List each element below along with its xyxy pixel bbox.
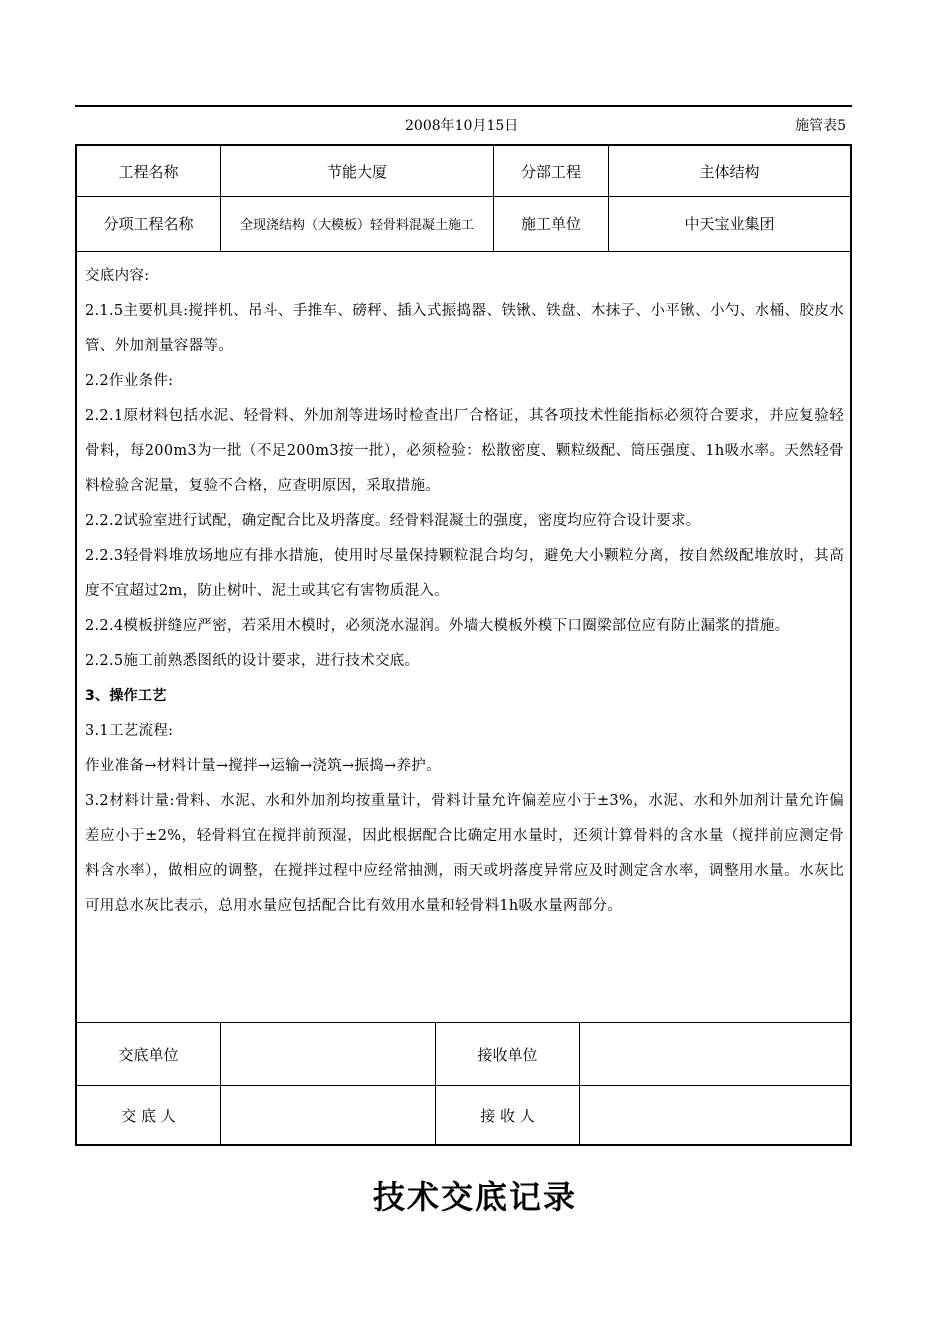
content-paragraph: 3.2材料计量:骨料、水泥、水和外加剂均按重量计，骨料计量允许偏差应小于±3%，水泥、水和外加剂计量允许偏差应小于±2%，轻骨料宜在搅拌前预湿，因此根据配合比确定用水量时，还须计算骨料的含水量（搅拌前应测定骨料含水率），做相应的调整，在搅拌过程中应经常抽测，雨天或坍落度异常应及时测定含水率，调整用水量。水灰比可用总水灰比表示，总用水量应包括配合比有效用水量和轻骨料1h吸水量两部分。: [85, 793, 844, 914]
content-paragraph: 作业准备→材料计量→搅拌→运输→浇筑→振捣→养护。: [85, 758, 441, 774]
contractor-label: 施工单位: [494, 196, 609, 251]
content-heading: 交底内容:: [85, 268, 150, 284]
section-heading: 3、操作工艺: [85, 688, 167, 704]
content-paragraph: 2.2.3轻骨料堆放场地应有排水措施，使用时尽量保持颗粒混合均匀，避免大小颗粒分离，按自然级配堆放时，其高度不宜超过2m，防止树叶、泥土或其它有害物质混入。: [85, 548, 844, 599]
content-paragraph: 2.2作业条件:: [85, 373, 174, 389]
receiving-unit-value: [580, 1023, 850, 1085]
info-row-project: [77, 146, 850, 197]
content-paragraph: 3.1工艺流程:: [85, 723, 174, 739]
content-paragraph: 2.2.2试验室进行试配，确定配合比及坍落度。经骨料混凝土的强度，密度均应符合设计要求。: [85, 513, 701, 529]
receiver-value: [580, 1086, 850, 1144]
disclosure-content: [77, 251, 850, 1023]
contractor-value: 中天宝业集团: [684, 215, 775, 233]
content-paragraph: 2.2.1原材料包括水泥、轻骨料、外加剂等进场时检查出厂合格证，其各项技术性能指标必须符合要求，并应复验轻骨料，每200m3为一批（不足200m3按一批），必须检验：松散密度、颗粒级配、筒压强度、1h吸水率。天然轻骨料检验含泥量，复验不合格，应查明原因，采取措施。: [85, 408, 844, 494]
discloser-label: 交 底 人: [77, 1086, 221, 1144]
date-line: [75, 115, 852, 137]
subitem-name-value: 全现浇结构（大模板）轻骨料混凝土施工: [221, 196, 494, 251]
subitem-name-label: 分项工程名称: [77, 196, 221, 251]
footer-row-units: [77, 1023, 850, 1086]
record-date: 2008年10月15日: [405, 118, 519, 134]
receiving-unit-label: 接收单位: [436, 1023, 580, 1085]
content-paragraph: 2.2.4模板拼缝应严密，若采用木模时，必须浇水湿润。外墙大模板外模下口圈梁部位应有防止漏浆的措施。: [85, 618, 790, 634]
content-paragraph: 2.2.5施工前熟悉图纸的设计要求，进行技术交底。: [85, 653, 420, 669]
project-name-label: 工程名称: [77, 146, 221, 196]
form-number: 施管表5: [795, 118, 846, 134]
document-title: 技术交底记录: [372, 1178, 577, 1216]
content-paragraph: 2.1.5主要机具:搅拌机、吊斗、手推车、磅秤、插入式振捣器、铁锹、铁盘、木抹子、小平锹、小勺、水桶、胶皮水管、外加剂量容器等。: [85, 303, 844, 354]
discloser-value: [221, 1086, 436, 1144]
top-rule: [75, 105, 852, 107]
project-name-value: 节能大厦: [221, 146, 494, 196]
division-label: 分部工程: [494, 146, 609, 196]
receiver-label: 接 收 人: [436, 1086, 580, 1144]
info-row-subitem: [77, 196, 850, 252]
disclosing-unit-label: 交底单位: [77, 1023, 221, 1085]
disclosure-sheet: [75, 144, 852, 1146]
footer-row-persons: [77, 1086, 850, 1144]
division-value: 主体结构: [699, 162, 760, 181]
disclosing-unit-value: [221, 1023, 436, 1085]
